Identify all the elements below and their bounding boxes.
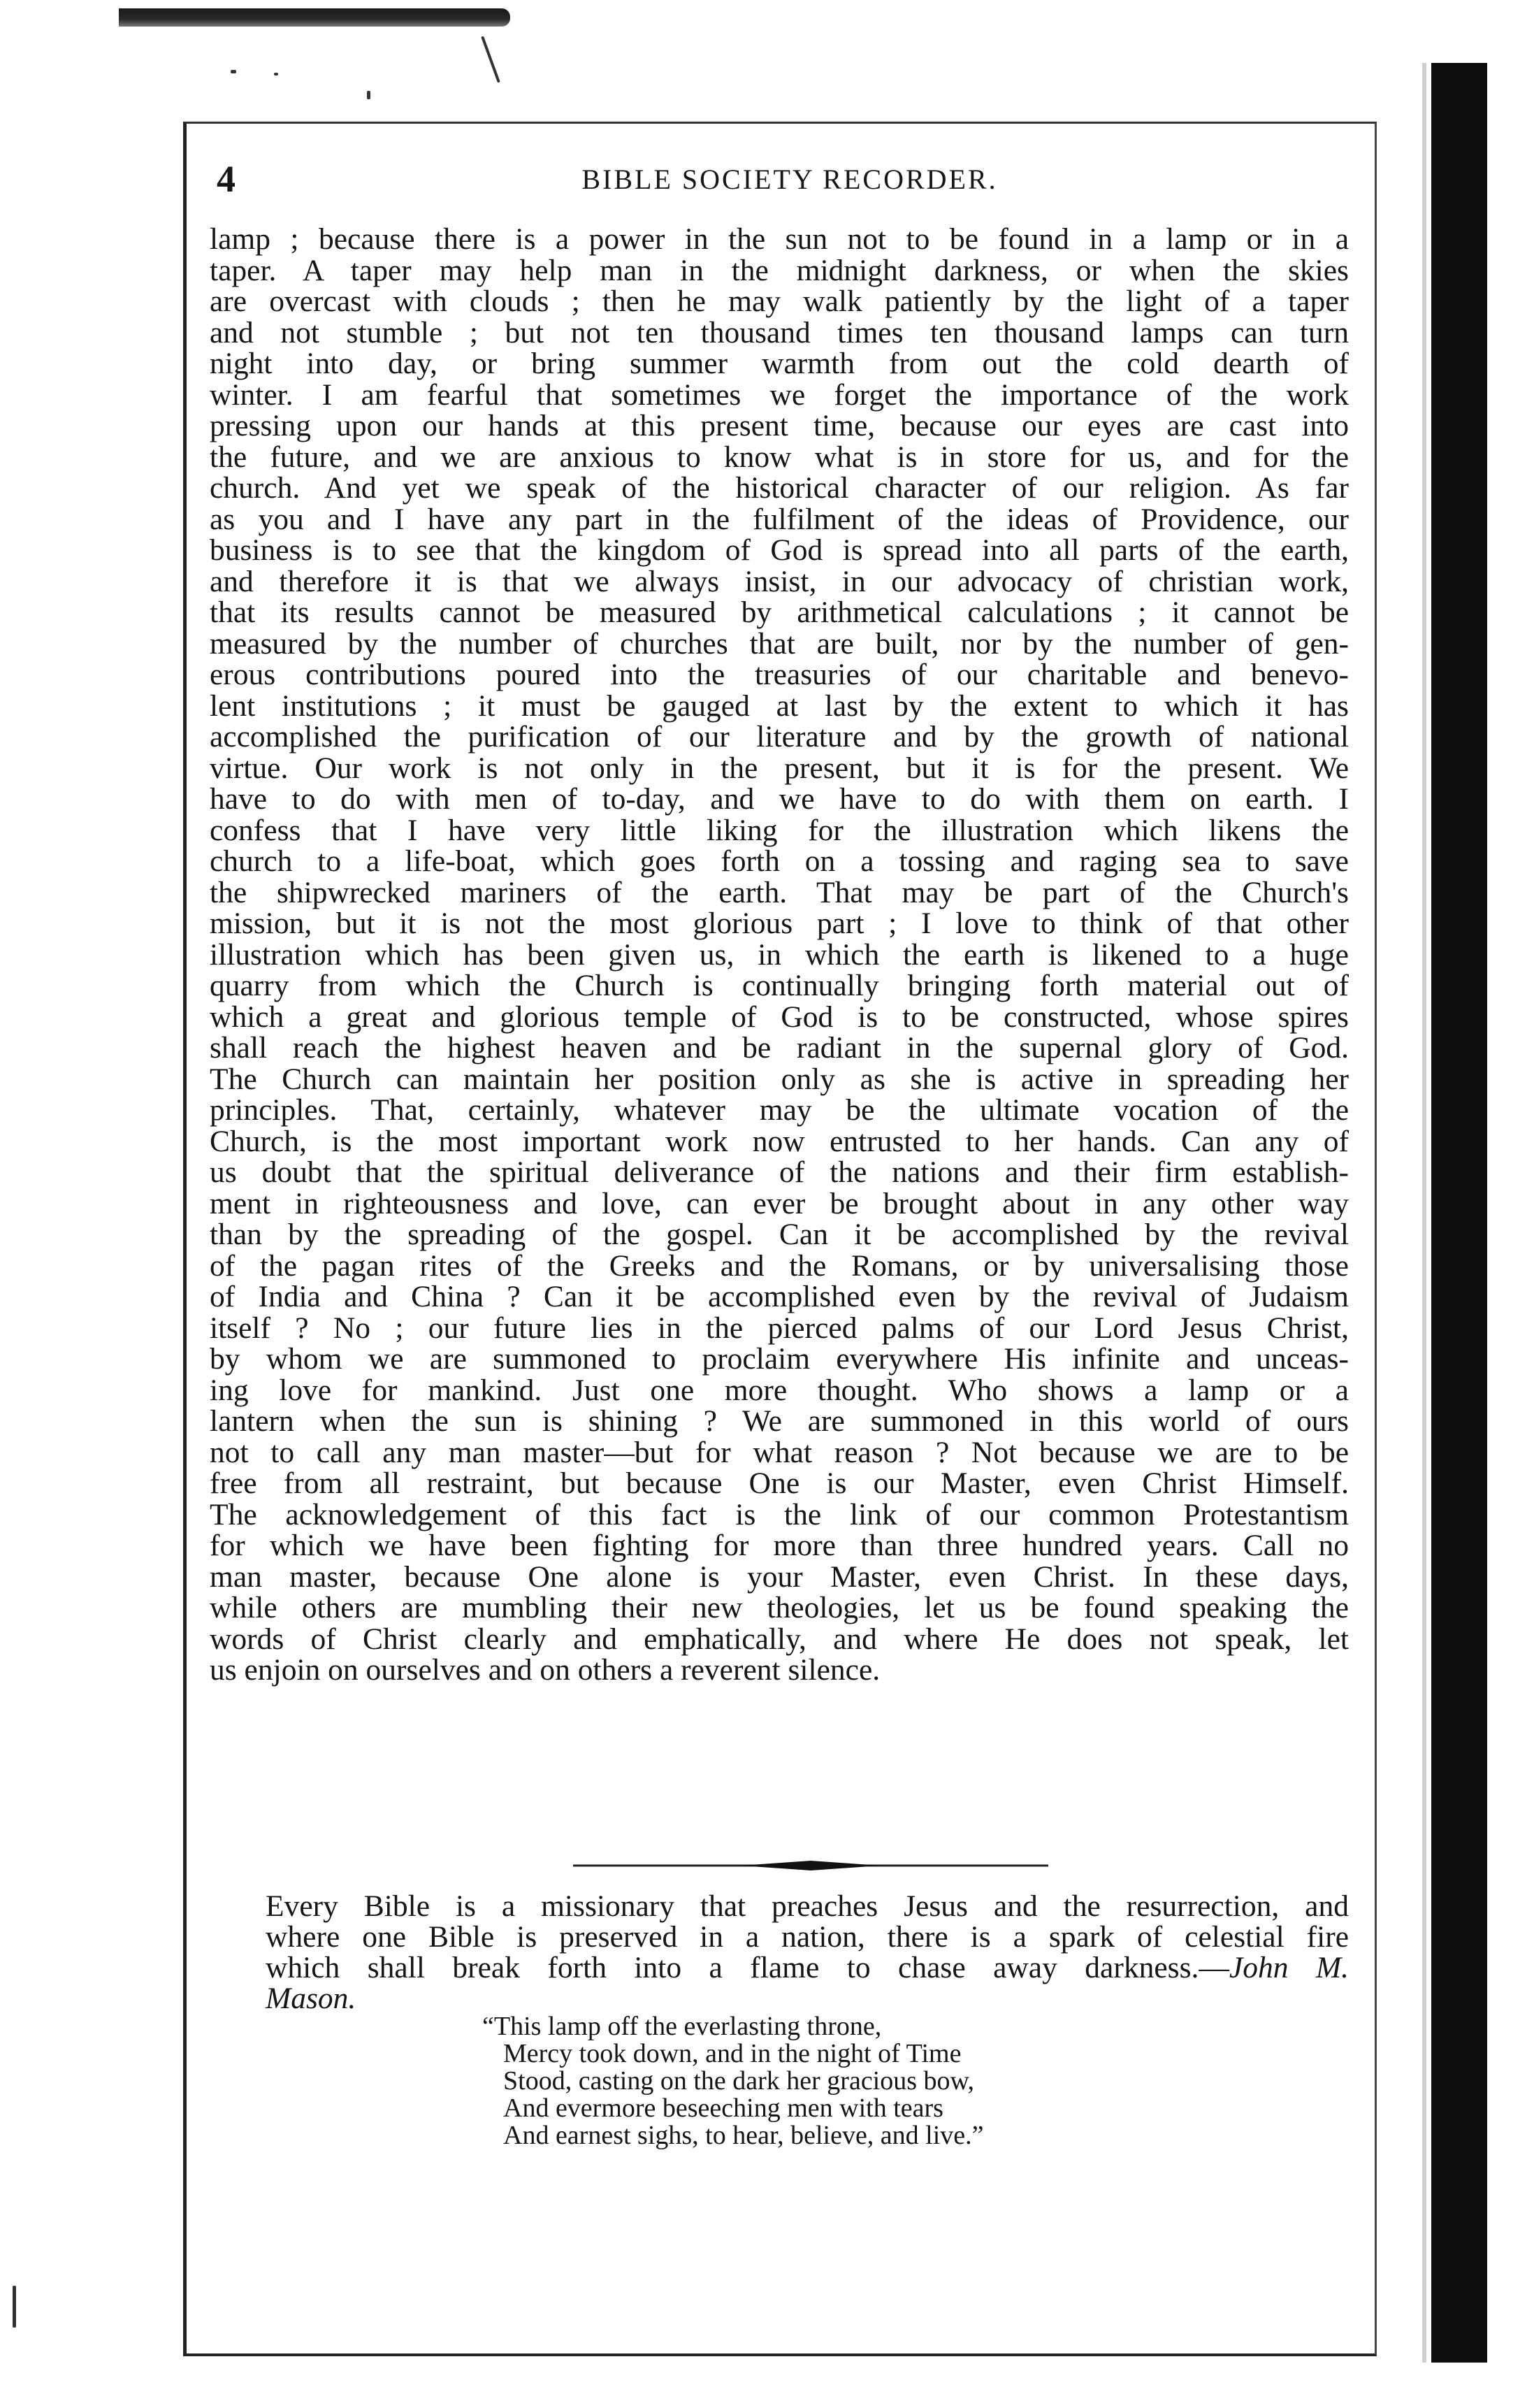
article-line: church. And yet we speak of the historical character of our religion. As far (210, 471, 1349, 505)
poem-line: Mercy took down, and in the night of Time (503, 2039, 962, 2068)
article-line: erous contributions poured into the treasuries of our charitable and benevo- (210, 658, 1349, 691)
scan-speck (13, 2286, 16, 2328)
article-line: have to do with men of to-day, and we have to do with them on earth. I (210, 782, 1349, 816)
scan-speck (481, 36, 500, 82)
article-line: illustration which has been given us, in which the earth is likened to a huge (210, 937, 1349, 972)
article-line: Church, is the most important work now entrusted to her hands. Can any of (210, 1124, 1349, 1158)
article-line: taper. A taper may help man in the midnight darkness, or when the skies (210, 253, 1349, 287)
article-line: which a great and glorious temple of God is to be constructed, whose spires (210, 1000, 1349, 1034)
quote-line: Every Bible is a missionary that preaches Jesus and the resurrection, and (266, 1889, 1349, 1923)
bible-quote (266, 1891, 1349, 2014)
poem-line: Stood, casting on the dark her gracious bow, (503, 2066, 974, 2096)
scan-binding-shadow (1431, 63, 1487, 2363)
article-line: are overcast with clouds ; then he may walk patiently by the light of a taper (210, 284, 1349, 318)
article-line: mission, but it is not the most glorious part ; I love to think of that other (210, 907, 1349, 940)
article-line: us doubt that the spiritual deliverance of the nations and their firm establish- (210, 1155, 1349, 1189)
scan-edge-line (1422, 63, 1426, 2363)
quote-attribution-cont: Mason. (266, 1982, 356, 2015)
article-line: lent institutions ; it must be gauged at last by the extent to which it has (210, 688, 1349, 723)
article-line: ment in righteousness and love, can ever be brought about in any other way (210, 1186, 1349, 1220)
article-line: The Church can maintain her position only as she is active in spreading her (210, 1062, 1349, 1096)
running-title: BIBLE SOCIETY RECORDER. (581, 164, 998, 195)
article-line: and therefore it is that we always insist, in our advocacy of christian work, (210, 564, 1349, 598)
scan-speck (231, 70, 236, 73)
article-line: business is to see that the kingdom of God is spread into all parts of the earth, (210, 533, 1349, 567)
article-line: pressing upon our hands at this present time, because our eyes are cast into (210, 409, 1349, 442)
article-line: us enjoin on ourselves and on others a reverent silence. (210, 1653, 881, 1687)
article-line: ing love for mankind. Just one more thought. Who shows a lamp or a (210, 1373, 1349, 1407)
article-line: the shipwrecked mariners of the earth. That may be part of the Church's (210, 875, 1349, 909)
article-line: of India and China ? Can it be accomplished even by the revival of Judaism (210, 1280, 1349, 1313)
article-line: shall reach the highest heaven and be radiant in the supernal glory of God. (210, 1031, 1349, 1065)
article-line: of the pagan rites of the Greeks and the Romans, or by universalising those (210, 1248, 1349, 1283)
article-line: accomplished the purification of our literature and by the growth of national (210, 720, 1349, 754)
article-line: lamp ; because there is a power in the sun not to be found in a lamp or in a (210, 222, 1349, 256)
article-line: not to call any man master—but for what reason ? Not because we are to be (210, 1435, 1349, 1469)
quote-attribution: John M. (1229, 1951, 1350, 1984)
article-line: words of Christ clearly and emphatically, and where He does not speak, let (210, 1622, 1349, 1656)
article-line: while others are mumbling their new theologies, let us be found speaking the (210, 1591, 1349, 1624)
article-line: free from all restraint, but because One is our Master, even Christ Himself. (210, 1466, 1349, 1500)
article-line: the future, and we are anxious to know what is in store for us, and for the (210, 440, 1349, 474)
article-line: virtue. Our work is not only in the present, but it is for the present. We (210, 751, 1349, 785)
article-line: that its results cannot be measured by arithmetical calculations ; it cannot be (210, 596, 1349, 629)
section-divider (573, 1859, 1048, 1872)
poem-line: “This lamp off the everlasting throne, (482, 2012, 882, 2041)
poem-line: And earnest sighs, to hear, believe, and live.” (503, 2121, 984, 2150)
article-line: and not stumble ; but not ten thousand times ten thousand lamps can turn (210, 315, 1349, 349)
article-body (210, 224, 1349, 1686)
article-line: The acknowledgement of this fact is the link of our common Protestantism (210, 1497, 1349, 1531)
page-header (217, 157, 1363, 206)
article-line: winter. I am fearful that sometimes we forget the importance of the work (210, 377, 1349, 412)
poem-line: And evermore beseeching men with tears (503, 2093, 943, 2123)
article-line: confess that I have very little liking for the illustration which likens the (210, 813, 1349, 847)
article-line: quarry from which the Church is continually bringing forth material out of (210, 969, 1349, 1002)
article-line: night into day, or bring summer warmth from out the cold dearth of (210, 347, 1349, 380)
article-line: itself ? No ; our future lies in the pierced palms of our Lord Jesus Christ, (210, 1311, 1349, 1345)
article-line: as you and I have any part in the fulfilment of the ideas of Providence, our (210, 502, 1349, 536)
article-line: principles. That, certainly, whatever may be the ultimate vocation of the (210, 1093, 1349, 1127)
poem (482, 2013, 1321, 2149)
article-line: lantern when the sun is shining ? We are summoned in this world of ours (210, 1404, 1349, 1438)
scan-speck (367, 91, 370, 99)
quote-line-text: which shall break forth into a flame to chase away darkness.— (266, 1951, 1229, 1984)
article-line: church to a life-boat, which goes forth on a tossing and raging sea to save (210, 844, 1349, 878)
page-number: 4 (217, 158, 236, 200)
article-line: by whom we are summoned to proclaim everywhere His infinite and unceas- (210, 1342, 1349, 1376)
quote-line (266, 1952, 1349, 1983)
article-line: for which we have been fighting for more than three hundred years. Call no (210, 1529, 1349, 1562)
scan-edge-artifact (119, 8, 510, 27)
quote-line: where one Bible is preserved in a nation, there is a spark of celestial fire (266, 1920, 1349, 1954)
article-line: than by the spreading of the gospel. Can it be accomplished by the revival (210, 1218, 1349, 1251)
scan-speck (274, 73, 278, 75)
article-line: man master, because One alone is your Master, even Christ. In these days, (210, 1559, 1349, 1594)
article-line: measured by the number of churches that are built, nor by the number of gen- (210, 626, 1349, 661)
